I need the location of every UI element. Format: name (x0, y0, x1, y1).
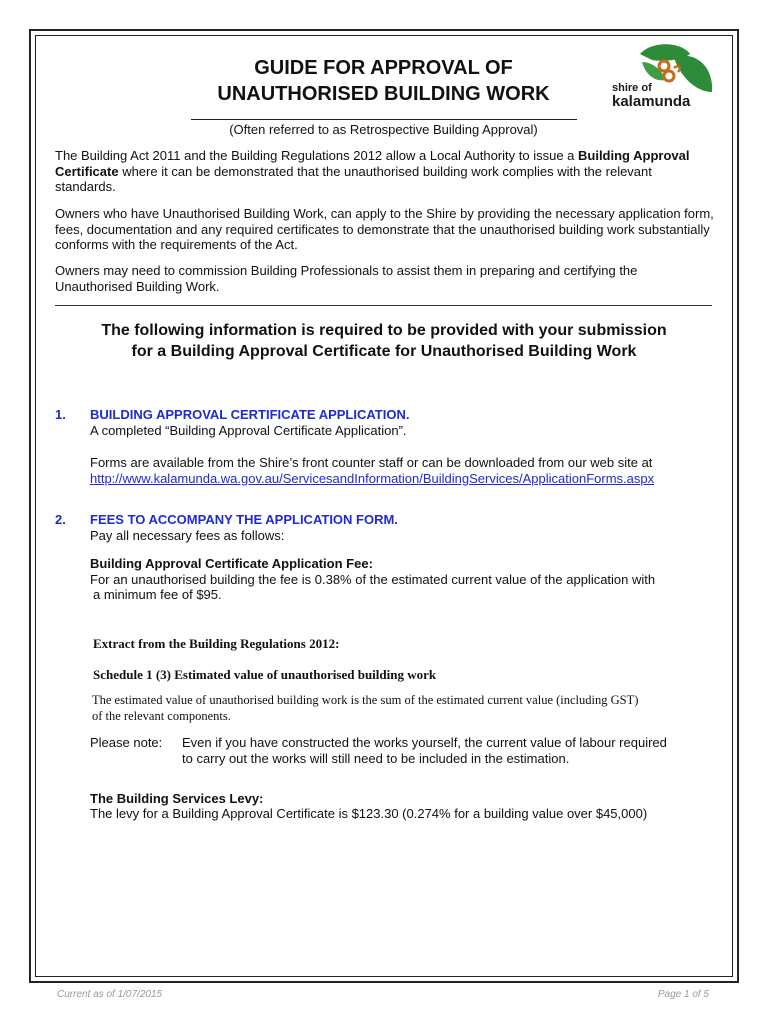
section-1-text: A completed “Building Approval Certificate Application”. (90, 423, 407, 438)
extract-heading: Extract from the Building Regulations 2012: (93, 636, 340, 651)
fee-text-line2: a minimum fee of $95. (93, 587, 222, 602)
intro-paragraph-3: Owners may need to commission Building Professionals to assist them in preparing and certifying the Unauthorised Building Work. (55, 263, 638, 294)
logo-text-line1: shire of (612, 82, 652, 94)
requirement-heading: The following information is required to be provided with your submission for a Building Approval Certificate for Unauthorised Building Work (101, 322, 667, 360)
schedule-text: The estimated value of unauthorised building work is the sum of the estimated current value (including GST) of the relevant components. (92, 693, 639, 723)
footer-date: Current as of 1/07/2015 (57, 989, 163, 1000)
section-2-number: 2. (55, 512, 66, 527)
application-forms-link[interactable]: http://www.kalamunda.wa.gov.au/ServicesandInformation/BuildingServices/ApplicationForms.aspx (90, 471, 655, 486)
section-divider (55, 305, 712, 306)
footer-page-number: Page 1 of 5 (657, 989, 709, 1000)
section-1-number: 1. (55, 407, 66, 422)
section-1-forms-text: Forms are available from the Shire’s front counter staff or can be downloaded from our web site at (90, 455, 653, 470)
subtitle: (Often referred to as Retrospective Building Approval) (229, 122, 538, 137)
fee-heading: Building Approval Certificate Application Fee: (90, 556, 373, 571)
levy-text: The levy for a Building Approval Certificate is $123.30 (0.274% for a building value over $45,000) (90, 806, 648, 821)
page-title-line1: GUIDE FOR APPROVAL OF (254, 57, 513, 79)
logo-text-line2: kalamunda (612, 93, 691, 110)
note-label: Please note: (90, 735, 163, 750)
section-1-heading: BUILDING APPROVAL CERTIFICATE APPLICATION. (90, 407, 410, 422)
schedule-heading: Schedule 1 (3) Estimated value of unauthorised building work (93, 667, 437, 682)
shire-logo (612, 40, 722, 110)
page-title-line2: UNAUTHORISED BUILDING WORK (217, 83, 550, 105)
fee-text-line1: For an unauthorised building the fee is 0.38% of the estimated current value of the application with (90, 572, 656, 587)
section-2-text: Pay all necessary fees as follows: (90, 528, 285, 543)
section-2-heading: FEES TO ACCOMPANY THE APPLICATION FORM. (90, 512, 398, 527)
title-underline (191, 119, 577, 120)
intro-paragraph-2: Owners who have Unauthorised Building Work, can apply to the Shire by providing the necessary application form, fees, documentation and any required certificates to demonstrate that the unauthorised building work substantially conforms with the requirements of the Act. (55, 206, 714, 252)
note-text: Even if you have constructed the works yourself, the current value of labour required to carry out the works will still need to be included in the estimation. (182, 735, 667, 766)
intro-paragraph-1: The Building Act 2011 and the Building Regulations 2012 allow a Local Authority to issue a Building Approval Certificate where it can be demonstrated that the unauthorised building work complies with the relevant standards. (55, 148, 690, 194)
levy-heading: The Building Services Levy: (90, 791, 264, 806)
